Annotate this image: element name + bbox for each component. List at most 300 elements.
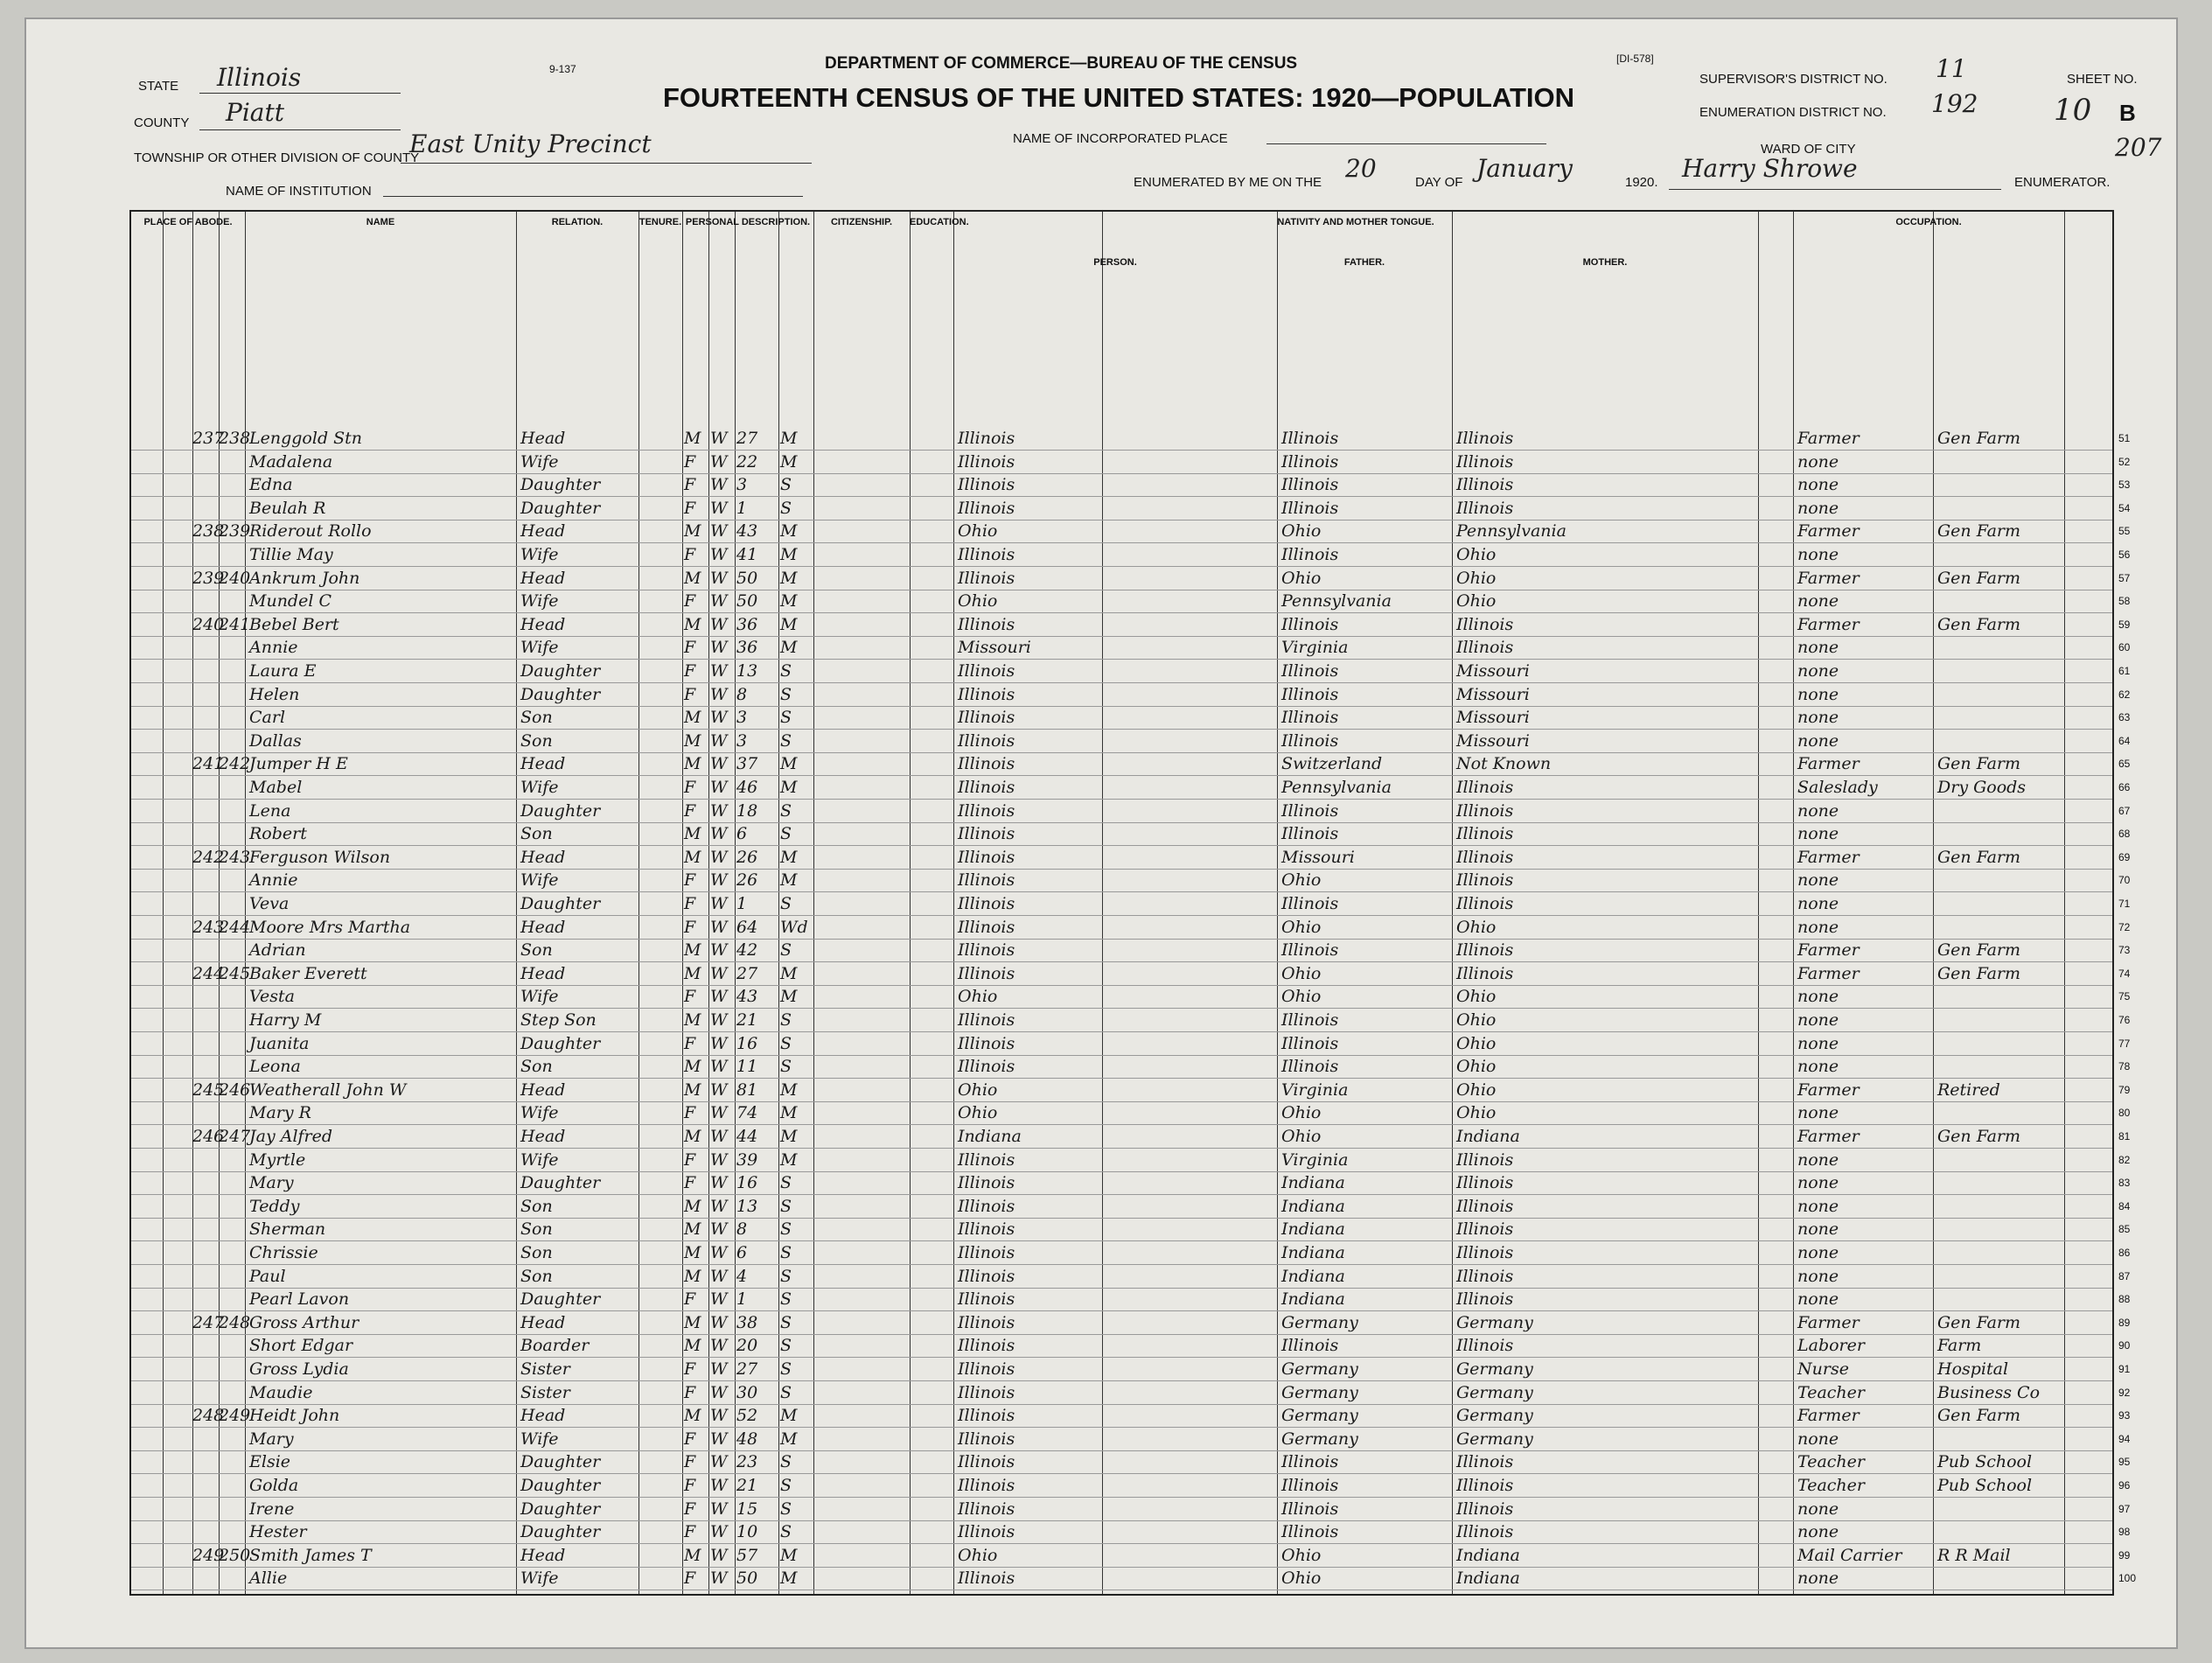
- industry: [1937, 543, 2060, 566]
- sex: M: [684, 730, 701, 751]
- relation: Sister: [520, 1382, 570, 1402]
- mother-birthplace: Germany: [1456, 1359, 1533, 1379]
- table-row: [131, 1079, 2131, 1102]
- supervisor-value: 11: [1936, 54, 1967, 83]
- line-number: 80: [2118, 1107, 2131, 1120]
- dwelling-number: [192, 683, 219, 706]
- relation: Son: [520, 1057, 553, 1077]
- mother-birthplace: Illinois: [1456, 1476, 1514, 1495]
- dwelling-number: [192, 1149, 219, 1171]
- sex: F: [684, 451, 696, 472]
- age: 36: [736, 638, 758, 658]
- mother-birthplace: Ohio: [1456, 1033, 1497, 1053]
- father-birthplace: Ohio: [1281, 917, 1322, 937]
- table-row: [131, 985, 2131, 1009]
- dwelling-number: [192, 776, 219, 799]
- mother-birthplace: Illinois: [1456, 1196, 1514, 1216]
- census-title: FOURTEENTH CENSUS OF THE UNITED STATES: 1920—POPULATION: [663, 82, 1575, 113]
- relation: Wife: [520, 545, 559, 564]
- industry: Gen Farm: [1937, 1312, 2021, 1332]
- col-father: FATHER.: [1343, 257, 1385, 268]
- birthplace: Illinois: [958, 451, 1015, 472]
- birthplace: Illinois: [958, 917, 1015, 937]
- industry: [1937, 1009, 2060, 1031]
- dwelling-number: [192, 939, 219, 961]
- table-row: [131, 1288, 2131, 1311]
- birthplace: Illinois: [958, 778, 1015, 797]
- family-number: 246: [219, 1080, 251, 1100]
- sex: M: [684, 521, 701, 542]
- trade: Teacher: [1797, 1382, 1865, 1402]
- relation: Son: [520, 824, 553, 844]
- state-value: Illinois: [217, 63, 302, 92]
- trade: Teacher: [1797, 1476, 1865, 1495]
- mother-birthplace: Ohio: [1456, 591, 1497, 611]
- father-birthplace: Ohio: [1281, 521, 1322, 542]
- trade: Laborer: [1797, 1336, 1865, 1356]
- enumerator-label: ENUMERATOR.: [2014, 175, 2111, 190]
- person-name: Ankrum John: [249, 568, 360, 588]
- birthplace: Illinois: [958, 824, 1015, 844]
- dwelling-number: [192, 590, 219, 612]
- father-birthplace: Illinois: [1281, 614, 1339, 634]
- father-birthplace: Ohio: [1281, 1103, 1322, 1123]
- relation: Son: [520, 1196, 553, 1216]
- relation: Wife: [520, 1103, 559, 1123]
- race: W: [710, 754, 728, 774]
- col-tenure: TENURE.: [638, 217, 682, 227]
- father-birthplace: Illinois: [1281, 940, 1339, 961]
- relation: Daughter: [520, 1476, 601, 1495]
- industry: [1937, 590, 2060, 612]
- age: 81: [736, 1080, 758, 1100]
- birthplace: Ohio: [958, 1103, 998, 1123]
- father-birthplace: Indiana: [1281, 1173, 1345, 1193]
- age: 22: [736, 451, 758, 472]
- industry: [1937, 1241, 2060, 1264]
- race: W: [710, 870, 728, 891]
- industry: [1937, 1520, 2060, 1543]
- relation: Wife: [520, 591, 559, 611]
- relation: Head: [520, 429, 566, 448]
- father-birthplace: Ohio: [1281, 987, 1322, 1007]
- dwelling-number: [192, 892, 219, 915]
- person-name: Sherman: [249, 1219, 326, 1240]
- mother-birthplace: Illinois: [1456, 1266, 1514, 1286]
- marital-status: S: [780, 1219, 792, 1240]
- mother-birthplace: Not Known: [1456, 754, 1552, 774]
- age: 50: [736, 568, 758, 588]
- age: 6: [736, 1243, 748, 1262]
- dwelling-number: [192, 1498, 219, 1520]
- race: W: [710, 1149, 728, 1170]
- age: 50: [736, 1569, 758, 1589]
- trade: Teacher: [1797, 1452, 1865, 1472]
- age: 8: [736, 1219, 748, 1240]
- table-row: [131, 543, 2131, 567]
- mother-birthplace: Illinois: [1456, 429, 1514, 448]
- dwelling-number: 247: [192, 1312, 225, 1332]
- dwelling-number: 239: [192, 568, 225, 588]
- age: 1: [736, 1289, 748, 1310]
- dwelling-number: [192, 1358, 219, 1380]
- table-row: [131, 1055, 2131, 1079]
- marital-status: S: [780, 1010, 792, 1030]
- dwelling-number: 242: [192, 847, 225, 867]
- institution-underline: [383, 196, 803, 197]
- age: 42: [736, 940, 758, 961]
- mother-birthplace: Ohio: [1456, 1103, 1497, 1123]
- sex: F: [684, 1452, 696, 1472]
- trade: Farmer: [1797, 754, 1860, 774]
- table-row: [131, 1450, 2131, 1474]
- age: 36: [736, 614, 758, 634]
- age: 16: [736, 1033, 758, 1053]
- trade: Saleslady: [1797, 778, 1878, 797]
- race: W: [710, 800, 728, 821]
- age: 3: [736, 475, 748, 495]
- line-number: 95: [2118, 1456, 2131, 1469]
- sex: M: [684, 1312, 701, 1332]
- person-name: Lenggold Stn: [249, 429, 363, 448]
- birthplace: Missouri: [958, 638, 1031, 658]
- industry: [1937, 473, 2060, 496]
- county-underline: [199, 129, 401, 130]
- birthplace: Illinois: [958, 1452, 1015, 1472]
- age: 39: [736, 1149, 758, 1170]
- table-row: [131, 730, 2131, 753]
- marital-status: S: [780, 708, 792, 728]
- race: W: [710, 1173, 728, 1193]
- industry: [1937, 985, 2060, 1008]
- person-name: Veva: [249, 894, 290, 913]
- sex: M: [684, 754, 701, 774]
- person-name: Allie: [249, 1569, 288, 1589]
- dwelling-number: 238: [192, 521, 225, 542]
- birthplace: Illinois: [958, 708, 1015, 728]
- industry: [1937, 822, 2060, 845]
- marital-status: S: [780, 1266, 792, 1286]
- birthplace: Illinois: [958, 1359, 1015, 1379]
- race: W: [710, 475, 728, 495]
- family-number: [219, 1241, 245, 1264]
- father-birthplace: Virginia: [1281, 1149, 1349, 1170]
- dwelling-number: [192, 1218, 219, 1240]
- line-number: 71: [2118, 898, 2131, 910]
- table-row: [131, 800, 2131, 823]
- table-row: [131, 1125, 2131, 1149]
- line-number: 79: [2118, 1083, 2131, 1096]
- person-name: Jay Alfred: [249, 1127, 333, 1146]
- dwelling-number: [192, 473, 219, 496]
- dwelling-number: [192, 1474, 219, 1497]
- line-number: 78: [2118, 1060, 2131, 1073]
- birthplace: Illinois: [958, 614, 1015, 634]
- dwelling-number: [192, 543, 219, 566]
- family-number: 249: [219, 1406, 251, 1426]
- line-number: 99: [2118, 1548, 2131, 1562]
- industry: [1937, 706, 2060, 729]
- industry: [1937, 1567, 2060, 1590]
- township-label: TOWNSHIP OR OTHER DIVISION OF COUNTY: [134, 150, 420, 165]
- relation: Daughter: [520, 1452, 601, 1472]
- relation: Daughter: [520, 475, 601, 495]
- race: W: [710, 614, 728, 634]
- sex: F: [684, 661, 696, 681]
- age: 11: [736, 1057, 758, 1077]
- sex: M: [684, 1057, 701, 1077]
- mother-birthplace: Ohio: [1456, 545, 1497, 564]
- sex: F: [684, 1429, 696, 1449]
- relation: Wife: [520, 451, 559, 472]
- relation: Head: [520, 568, 566, 588]
- age: 46: [736, 778, 758, 797]
- race: W: [710, 591, 728, 611]
- line-number: 63: [2118, 711, 2131, 724]
- industry: [1937, 1498, 2060, 1520]
- race: W: [710, 1103, 728, 1123]
- ward-label: WARD OF CITY: [1761, 142, 1856, 157]
- mother-birthplace: Indiana: [1456, 1569, 1520, 1589]
- race: W: [710, 917, 728, 937]
- table-row: [131, 1311, 2131, 1335]
- mother-birthplace: Illinois: [1456, 614, 1514, 634]
- sex: M: [684, 963, 701, 983]
- table-row: [131, 427, 2131, 451]
- sex: F: [684, 1382, 696, 1402]
- relation: Daughter: [520, 800, 601, 821]
- sex: M: [684, 708, 701, 728]
- mother-birthplace: Illinois: [1456, 940, 1514, 961]
- dwelling-number: [192, 497, 219, 520]
- age: 27: [736, 1359, 758, 1379]
- dwelling-number: 246: [192, 1127, 225, 1146]
- sheet-side: B: [2119, 100, 2136, 126]
- race: W: [710, 638, 728, 658]
- table-row: [131, 1149, 2131, 1172]
- col-occupation: OCCUPATION.: [1895, 217, 1962, 227]
- birthplace: Ohio: [958, 1545, 998, 1565]
- industry: [1937, 869, 2060, 891]
- father-birthplace: Germany: [1281, 1382, 1358, 1402]
- table-row: [131, 660, 2131, 683]
- industry: Gen Farm: [1937, 614, 2021, 634]
- trade: Farmer: [1797, 614, 1860, 634]
- industry: [1937, 1171, 2060, 1194]
- marital-status: M: [780, 987, 798, 1007]
- age: 48: [736, 1429, 758, 1449]
- family-number: 238: [219, 429, 251, 448]
- relation: Son: [520, 940, 553, 961]
- township-value: East Unity Precinct: [409, 129, 652, 158]
- table-row: [131, 1381, 2131, 1405]
- person-name: Adrian: [249, 940, 306, 961]
- industry: Gen Farm: [1937, 429, 2021, 448]
- sheet-value: 10: [2054, 93, 2092, 128]
- family-number: [219, 451, 245, 473]
- county-label: COUNTY: [134, 115, 190, 130]
- dwelling-number: [192, 1567, 219, 1590]
- race: W: [710, 1057, 728, 1077]
- industry: Gen Farm: [1937, 847, 2021, 867]
- relation: Wife: [520, 987, 559, 1007]
- relation: Sister: [520, 1359, 570, 1379]
- race: W: [710, 429, 728, 448]
- mother-birthplace: Illinois: [1456, 451, 1514, 472]
- line-number: 86: [2118, 1247, 2131, 1259]
- family-number: [219, 892, 245, 915]
- sex: M: [684, 429, 701, 448]
- sex: M: [684, 847, 701, 867]
- trade: none: [1797, 1173, 1839, 1193]
- father-birthplace: Illinois: [1281, 708, 1339, 728]
- birthplace: Illinois: [958, 1057, 1015, 1077]
- person-name: Dallas: [249, 730, 302, 751]
- col-mother: MOTHER.: [1582, 257, 1628, 268]
- person-name: Maudie: [249, 1382, 313, 1402]
- marital-status: S: [780, 1243, 792, 1262]
- sex: M: [684, 1196, 701, 1216]
- dwelling-number: [192, 451, 219, 473]
- line-number: 67: [2118, 804, 2131, 817]
- race: W: [710, 1243, 728, 1262]
- family-number: [219, 1171, 245, 1194]
- family-number: 247: [219, 1127, 251, 1146]
- father-birthplace: Illinois: [1281, 730, 1339, 751]
- industry: [1937, 683, 2060, 706]
- industry: [1937, 1218, 2060, 1240]
- sex: F: [684, 1522, 696, 1542]
- age: 18: [736, 800, 758, 821]
- table-row: [131, 1009, 2131, 1032]
- marital-status: M: [780, 591, 798, 611]
- enumerated-day: 20: [1345, 154, 1377, 183]
- father-birthplace: Germany: [1281, 1406, 1358, 1426]
- family-number: 244: [219, 917, 251, 937]
- marital-status: S: [780, 1382, 792, 1402]
- race: W: [710, 451, 728, 472]
- father-birthplace: Ohio: [1281, 1127, 1322, 1146]
- marital-status: M: [780, 1545, 798, 1565]
- relation: Head: [520, 1406, 566, 1426]
- mother-birthplace: Ohio: [1456, 1010, 1497, 1030]
- age: 4: [736, 1266, 748, 1286]
- person-name: Elsie: [249, 1452, 291, 1472]
- birthplace: Illinois: [958, 475, 1015, 495]
- trade: none: [1797, 684, 1839, 704]
- industry: [1937, 1288, 2060, 1310]
- institution-label: NAME OF INSTITUTION: [226, 184, 372, 199]
- relation: Head: [520, 963, 566, 983]
- trade: none: [1797, 475, 1839, 495]
- trade: Farmer: [1797, 1080, 1860, 1100]
- sex: M: [684, 1336, 701, 1356]
- table-row: [131, 683, 2131, 707]
- person-name: Pearl Lavon: [249, 1289, 350, 1310]
- line-number: 98: [2118, 1526, 2131, 1539]
- birthplace: Illinois: [958, 545, 1015, 564]
- family-number: [219, 473, 245, 496]
- industry: [1937, 1149, 2060, 1171]
- father-birthplace: Illinois: [1281, 1336, 1339, 1356]
- table-row: [131, 1358, 2131, 1381]
- marital-status: M: [780, 638, 798, 658]
- father-birthplace: Germany: [1281, 1312, 1358, 1332]
- line-number: 82: [2118, 1153, 2131, 1166]
- sex: F: [684, 778, 696, 797]
- trade: Farmer: [1797, 940, 1860, 961]
- father-birthplace: Ohio: [1281, 1569, 1322, 1589]
- relation: Daughter: [520, 1289, 601, 1310]
- line-number: 68: [2118, 828, 2131, 841]
- trade: none: [1797, 708, 1839, 728]
- race: W: [710, 940, 728, 961]
- dwelling-number: 249: [192, 1545, 225, 1565]
- trade: none: [1797, 1243, 1839, 1262]
- relation: Son: [520, 1266, 553, 1286]
- family-number: [219, 800, 245, 822]
- sex: M: [684, 1010, 701, 1030]
- industry: [1937, 800, 2060, 822]
- line-number: 92: [2118, 1386, 2131, 1399]
- marital-status: S: [780, 1033, 792, 1053]
- line-number: 83: [2118, 1177, 2131, 1190]
- person-name: Jumper H E: [249, 754, 348, 774]
- col-nativity: NATIVITY AND MOTHER TONGUE.: [1277, 217, 1434, 227]
- trade: none: [1797, 1499, 1839, 1519]
- trade: none: [1797, 545, 1839, 564]
- person-name: Mabel: [249, 778, 303, 797]
- table-row: [131, 451, 2131, 474]
- race: W: [710, 1522, 728, 1542]
- race: W: [710, 1545, 728, 1565]
- marital-status: M: [780, 545, 798, 564]
- family-number: [219, 1474, 245, 1497]
- industry: [1937, 892, 2060, 915]
- trade: none: [1797, 1010, 1839, 1030]
- dwelling-number: 241: [192, 754, 225, 774]
- line-number: 91: [2118, 1363, 2131, 1375]
- table-row: [131, 962, 2131, 986]
- sex: M: [684, 824, 701, 844]
- marital-status: S: [780, 1173, 792, 1193]
- race: W: [710, 1219, 728, 1240]
- line-number: 88: [2118, 1293, 2131, 1306]
- father-birthplace: Switzerland: [1281, 754, 1383, 774]
- line-number: 65: [2118, 758, 2131, 771]
- father-birthplace: Illinois: [1281, 800, 1339, 821]
- mother-birthplace: Illinois: [1456, 847, 1514, 867]
- industry: Hospital: [1937, 1359, 2009, 1379]
- marital-status: S: [780, 661, 792, 681]
- marital-status: S: [780, 1452, 792, 1472]
- father-birthplace: Indiana: [1281, 1243, 1345, 1262]
- age: 1: [736, 894, 748, 913]
- dwelling-number: [192, 706, 219, 729]
- sex: F: [684, 917, 696, 937]
- person-name: Gross Lydia: [249, 1359, 349, 1379]
- person-name: Baker Everett: [249, 963, 367, 983]
- marital-status: M: [780, 451, 798, 472]
- person-name: Mundel C: [249, 591, 331, 611]
- age: 43: [736, 987, 758, 1007]
- mother-birthplace: Illinois: [1456, 778, 1514, 797]
- race: W: [710, 1127, 728, 1146]
- father-birthplace: Illinois: [1281, 824, 1339, 844]
- relation: Daughter: [520, 498, 601, 518]
- marital-status: S: [780, 730, 792, 751]
- family-number: [219, 706, 245, 729]
